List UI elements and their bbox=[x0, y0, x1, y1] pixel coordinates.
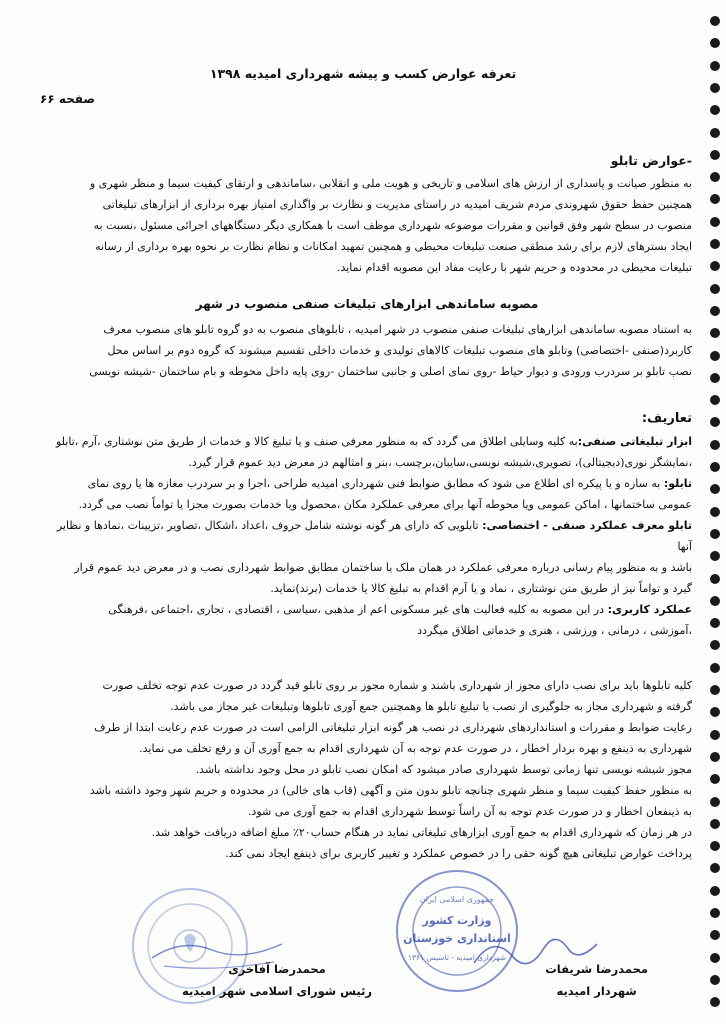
binding-ring bbox=[710, 975, 720, 985]
binding-ring bbox=[710, 61, 720, 71]
binding-ring bbox=[710, 239, 720, 249]
binding-ring bbox=[710, 507, 720, 517]
rule-line: پرداخت عوارض تبلیغاتی هیچ گونه حقی را در خصوص عملکرد و تغییر کاربری برای ذینفع ایجاد نمی کند. bbox=[225, 847, 692, 860]
binding-ring bbox=[710, 640, 720, 650]
binding-ring bbox=[710, 440, 720, 450]
binding-ring bbox=[710, 38, 720, 48]
rule-line: به ذینفعان اخطار و در صورت عدم توجه به آن راساً توسط شهرداری اقدام به جمع آوری می شود. bbox=[247, 805, 692, 818]
binding-ring bbox=[710, 462, 720, 472]
binding-ring bbox=[710, 373, 720, 383]
binding-ring bbox=[710, 261, 720, 271]
rules-list bbox=[42, 675, 692, 864]
rule-line: کلیه تابلوها باید برای نصب دارای مجوز از شهرداری باشند و شماره مجوز بر روی تابلو قید گردد در صورت عدم توجه تخلف صورت bbox=[102, 679, 692, 692]
stamp-line-2: استانداری خوزستان bbox=[403, 932, 511, 945]
binding-ring bbox=[710, 685, 720, 695]
binding-ring bbox=[710, 217, 720, 227]
binding-ring bbox=[710, 863, 720, 873]
document-body bbox=[42, 150, 692, 864]
section-heading-resolution: مصوبه ساماندهی ابزارهای تبلیغات صنفی منصوب در شهر bbox=[195, 297, 539, 311]
binding-ring bbox=[710, 596, 720, 606]
rule-line: گرفته و شهرداری مجاز به جلوگیری از نصب یا تبلیغ تابلو ها وهمچنین جمع آوری تابلوها وتبلیغات غیر مجاز می باشد. bbox=[170, 700, 692, 713]
definition-continuation: ،آموزشی ، درمانی ، ورزشی ، هنری و خدماتی اطلاق میگردد bbox=[417, 624, 692, 637]
binding-ring bbox=[710, 997, 720, 1007]
definitions-heading: تعاریف: bbox=[641, 411, 692, 426]
section1-paragraph bbox=[42, 173, 692, 278]
binding-ring bbox=[710, 172, 720, 182]
signatory-role: شهردار امیدیه bbox=[556, 984, 637, 998]
binding-ring bbox=[710, 529, 720, 539]
definition-item bbox=[42, 515, 692, 599]
binding-ring bbox=[710, 819, 720, 829]
signature-block-council bbox=[182, 958, 372, 1002]
binding-ring bbox=[710, 351, 720, 361]
definition-continuation: باشد و به منظور پیام رسانی درباره معرفی عملکرد در همان ملک یا ساختمان مطابق ضوابط شهرداری نصب و در معرض دید عموم قرار bbox=[74, 561, 692, 574]
binding-ring bbox=[710, 574, 720, 584]
binding-ring bbox=[710, 83, 720, 93]
definition-term: ابزار تبلیغاتی صنفی: bbox=[577, 435, 692, 448]
definition-text: به کلیه وسایلی اطلاق می گردد که به منظور معرفی صنف و یا تبلیغ کالا و خدمات از طریق متن نوشتاری ،آرم ،تابلو bbox=[55, 435, 578, 448]
definition-term: تابلو معرف عملکرد صنفی - اختصاصی: bbox=[482, 519, 692, 532]
binding-ring bbox=[710, 663, 720, 673]
binding-ring bbox=[710, 752, 720, 762]
binding-ring bbox=[710, 618, 720, 628]
binding-ring bbox=[710, 150, 720, 160]
signatory-name: محمدرضا شریفات bbox=[545, 962, 648, 976]
definition-term: عملکرد کاربری: bbox=[607, 603, 692, 616]
definition-item bbox=[42, 599, 692, 641]
spiral-binding bbox=[700, 8, 722, 1018]
rule-line: در هر زمان که شهرداری اقدام به جمع آوری ابزارهای تبلیغاتی نماید در هنگام حساب۲۰٪ مبلغ اضافه دریافت خواهد شد. bbox=[151, 826, 692, 839]
rule-line: شهرداری به ذینفع و بهره بردار اخطار ، در صورت عدم توجه به آن شهرداری اقدام به جمع آوری آن و رفع تخلف می نماید. bbox=[139, 742, 692, 755]
definition-text: تابلویی که دارای هر گونه نوشته شامل حروف ،اعداد ،اشکال ،تصاویر ،تزیینات ،نمادها و نظایر آنها bbox=[56, 519, 692, 553]
definition-text: در این مصوبه به کلیه فعالیت های غیر مسکونی اعم از مذهبی ،سیاسی ، اقتصادی ، تجاری ،اجتماعی ،فرهنگی bbox=[108, 603, 608, 616]
page-number: صفحه ۶۶ bbox=[40, 92, 95, 106]
definition-term: تابلو: bbox=[663, 477, 692, 490]
binding-ring bbox=[710, 930, 720, 940]
signature-block-mayor bbox=[545, 958, 648, 1002]
text-line: کاربرد(صنفی -اختصاصی) وتابلو های منصوب تبلیغات کالاهای تولیدی و خدمات داخلی تقسیم میشوند که گروه دوم بر اساس محل bbox=[107, 344, 692, 357]
binding-ring bbox=[710, 284, 720, 294]
binding-ring bbox=[710, 551, 720, 561]
stamp-top-text: جمهوری اسلامی ایران bbox=[419, 895, 495, 904]
document-title: تعرفه عوارض کسب و پیشه شهرداری امیدیه ۱۳۹۸ bbox=[209, 66, 517, 81]
binding-ring bbox=[710, 417, 720, 427]
rule-line: رعایت ضوابط و مقررات و استانداردهای شهرداری در نصب هر گونه ابزار تبلیغاتی الزامی است در صورت عدم رعایت ابتدا از طرف bbox=[94, 721, 692, 734]
binding-ring bbox=[710, 774, 720, 784]
binding-ring bbox=[710, 484, 720, 494]
text-line: منصوب در سطح شهر وفق قوانین و مقررات موضوعه شهرداری موظف است با همکاری دیگر دستگاههای اجرائی مسئول ،نسبت به bbox=[93, 219, 692, 232]
page-content bbox=[34, 58, 692, 1008]
definition-item bbox=[42, 473, 692, 515]
signatory-role: رئیس شورای اسلامی شهر امیدیه bbox=[182, 984, 373, 998]
rule-line: مجوز شیشه نویسی تنها زمانی توسط شهرداری صادر میشود که امکان نصب تابلو در محل وجود نداشته باشد. bbox=[195, 763, 692, 776]
binding-ring bbox=[710, 707, 720, 717]
signatory-name: محمدرضا آفاخری bbox=[228, 962, 326, 976]
stamp-line-3: شهرداری امیدیه - تاسیس ۱۳۶۱ bbox=[407, 953, 507, 962]
text-line: به استناد مصوبه ساماندهی ابزارهای تبلیغات صنفی منصوب در شهر امیدیه ، تابلوهای منصوب به دو گروه تابلو های منصوب معرف bbox=[103, 323, 692, 336]
definition-continuation: گیرد و تواماً نیز از طریق متن نوشتاری ، نماد و یا آرم اقدام به تبلیغ کالا یا خدمات (برند)نماید. bbox=[270, 582, 692, 595]
definition-text: به سازه و یا پیکره ای اطلاع می شود که مطابق ضوابط فنی شهرداری امیدیه طراحی ،اجرا و بر سردرب مغازه ها یا روی نمای bbox=[87, 477, 664, 490]
binding-ring bbox=[710, 953, 720, 963]
text-line: به منظور صیانت و پاسداری از ارزش های اسلامی و تاریخی و هویت ملی و انقلابی ،ساماندهی و ارتقای کیفیت سیما و منظر شهری و bbox=[89, 177, 692, 190]
binding-ring bbox=[710, 908, 720, 918]
binding-ring bbox=[710, 730, 720, 740]
definition-item bbox=[42, 431, 692, 473]
binding-ring bbox=[710, 128, 720, 138]
stamp-line-1: وزارت کشور bbox=[422, 914, 492, 927]
binding-ring bbox=[710, 105, 720, 115]
definition-continuation: عمومی ساختمانها ، اماکن عمومی ویا محوطه آنها برای معرفی عملکرد مکان ،محصول ویا خدمات بصورت مجزا یا تواماً نصب می گردد. bbox=[78, 498, 692, 511]
binding-ring bbox=[710, 841, 720, 851]
rule-line: به منظور حفظ کیفیت سیما و منظر شهری چنانچه تابلو بدون متن و آگهی (قاب های خالی) در محدوده و حریم شهر وجود داشته باشد bbox=[89, 784, 692, 797]
binding-ring bbox=[710, 16, 720, 26]
text-line: تبلیغات محیطی در محدوده و حریم شهر با رعایت مفاد این مصوبه اقدام نماید. bbox=[336, 261, 692, 274]
binding-ring bbox=[710, 395, 720, 405]
definition-continuation: ،نمایشگر نوری(دیجیتالی)، تصویری،شیشه نویسی،سایبان،برچسب ،بنر و امثالهم در معرض دید عموم قرار گیرد. bbox=[188, 456, 692, 469]
binding-ring bbox=[710, 328, 720, 338]
section2-paragraph bbox=[42, 319, 692, 382]
binding-ring bbox=[710, 194, 720, 204]
text-line: همچنین حفظ حقوق شهروندی مردم شریف امیدیه در راستای مدیریت و نظارت بر واگذاری امتیاز بهره برداری از ابزارهای تبلیغاتی bbox=[102, 198, 692, 211]
text-line: نصب تابلو بر سردرب ورودی و دیوار حیاط -روی نمای اصلی و جانبی ساختمان -روی پایه داخل محوطه و بام ساختمان -شیشه نویسی bbox=[89, 365, 692, 378]
binding-ring bbox=[710, 797, 720, 807]
binding-ring bbox=[710, 886, 720, 896]
text-line: ایجاد بسترهای لازم برای رشد منطقی صنعت تبلیغات محیطی و همچنین تمهید امکانات و نظام نظارت بر نحوه بهره برداری از رسانه bbox=[95, 240, 692, 253]
binding-ring bbox=[710, 306, 720, 316]
section-heading-signage-fees: -عوارض تابلو bbox=[610, 153, 692, 168]
